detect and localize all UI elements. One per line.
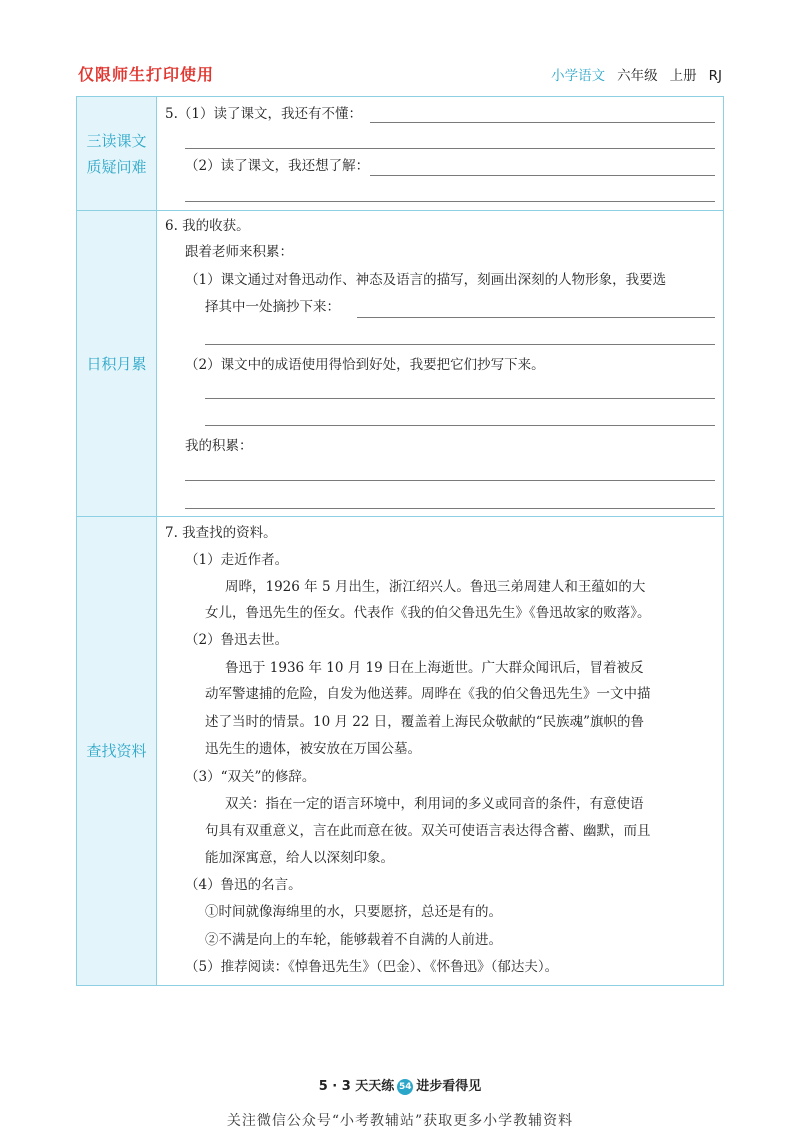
quote-2: ②不满是向上的车轮，能够载着不自满的人前进。: [205, 932, 502, 948]
answer-line[interactable]: [205, 344, 715, 345]
section-label-research: [77, 517, 157, 985]
answer-line[interactable]: [185, 148, 715, 149]
section-label-line: 日积月累: [86, 355, 147, 373]
section-accumulation: [77, 210, 723, 517]
print-notice: 仅限师生打印使用: [78, 65, 215, 84]
question-6-title: 6. 我的收获。: [165, 218, 250, 234]
section-label-line: 质疑问难: [86, 157, 147, 176]
grade-label: 六年级: [617, 68, 658, 84]
answer-line[interactable]: [185, 508, 715, 509]
research-text: 能加深寓意，给人以深刻印象。: [205, 850, 394, 866]
answer-line[interactable]: [185, 480, 715, 481]
brand-slogan: 进步看得见: [416, 1079, 482, 1094]
research-item-2: （2）鲁迅去世。: [185, 632, 289, 648]
edition-label: RJ: [708, 68, 722, 84]
question-6-intro: 跟着老师来积累：: [185, 244, 293, 260]
research-item-4: （4）鲁迅的名言。: [185, 877, 302, 893]
question-6-1-line1: （1）课文通过对鲁迅动作、神态及语言的描写，刻画出深刻的人物形象，我要选: [185, 272, 667, 288]
research-item-5: （5）推荐阅读：《悼鲁迅先生》（巴金）、《怀鲁迅》（郁达夫）。: [185, 959, 559, 975]
page-footer: [0, 1075, 800, 1095]
worksheet-table: [76, 96, 724, 986]
question-6-mine: 我的积累：: [185, 438, 253, 454]
answer-line[interactable]: [370, 122, 715, 123]
research-text: 鲁迅于 1936 年 10 月 19 日在上海逝世。广大群众闻讯后，冒着被反: [225, 660, 644, 676]
book-info: [551, 64, 722, 84]
section-label-line: 查找资料: [86, 742, 147, 760]
question-6-2: （2）课文中的成语使用得恰到好处，我要把它们抄写下来。: [185, 357, 545, 373]
question-5-2: （2）读了课文，我还想了解：: [185, 158, 370, 174]
research-item-3: （3）“双关”的修辞。: [185, 769, 316, 785]
question-7-title: 7. 我查找的资料。: [165, 525, 277, 541]
research-text: 周晔，1926 年 5 月出生，浙江绍兴人。鲁迅三弟周建人和王蕴如的大: [225, 579, 646, 595]
section-research: [77, 516, 723, 985]
section-label-questions: [77, 97, 157, 210]
section-content-questions: [157, 97, 723, 210]
research-text: 句具有双重意义，言在此而意在彼。双关可使语言表达得含蓄、幽默，而且: [205, 823, 651, 839]
research-text: 述了当时的情景。10 月 22 日，覆盖着上海民众敬献的“民族魂”旗帜的鲁: [205, 714, 645, 730]
subject-label: 小学语文: [551, 68, 606, 84]
quote-1: ①时间就像海绵里的水，只要愿挤，总还是有的。: [205, 904, 502, 920]
brand-name: 5 · 3 天天练: [318, 1079, 395, 1094]
research-item-1: （1）走近作者。: [185, 552, 289, 568]
question-6-1-line2: 择其中一处摘抄下来：: [205, 299, 340, 315]
volume-label: 上册: [669, 68, 697, 84]
answer-line[interactable]: [357, 317, 715, 318]
answer-line[interactable]: [205, 425, 715, 426]
question-5-1: 5.（1）读了课文，我还有不懂：: [165, 106, 362, 122]
answer-line[interactable]: [185, 201, 715, 202]
research-text: 迅先生的遗体，被安放在万国公墓。: [205, 741, 421, 757]
research-text: 女儿，鲁迅先生的侄女。代表作《我的伯父鲁迅先生》《鲁迅故家的败落》。: [205, 605, 651, 621]
research-text: 动军警逮捕的危险，自发为他送葬。周晔在《我的伯父鲁迅先生》一文中描: [205, 686, 651, 702]
answer-line[interactable]: [370, 175, 715, 176]
section-content-accumulation: [157, 211, 723, 517]
page-number: 54: [397, 1079, 413, 1095]
answer-line[interactable]: [205, 398, 715, 399]
section-label-accumulation: [77, 211, 157, 517]
section-label-line: 三读课文: [86, 131, 147, 150]
watermark-text: 关注微信公众号“小考教辅站”获取更多小学教辅资料: [226, 1113, 574, 1129]
section-questions: [77, 97, 723, 210]
research-text: 双关：指在一定的语言环境中，利用词的多义或同音的条件，有意使语: [225, 796, 644, 812]
section-content-research: [157, 517, 723, 985]
